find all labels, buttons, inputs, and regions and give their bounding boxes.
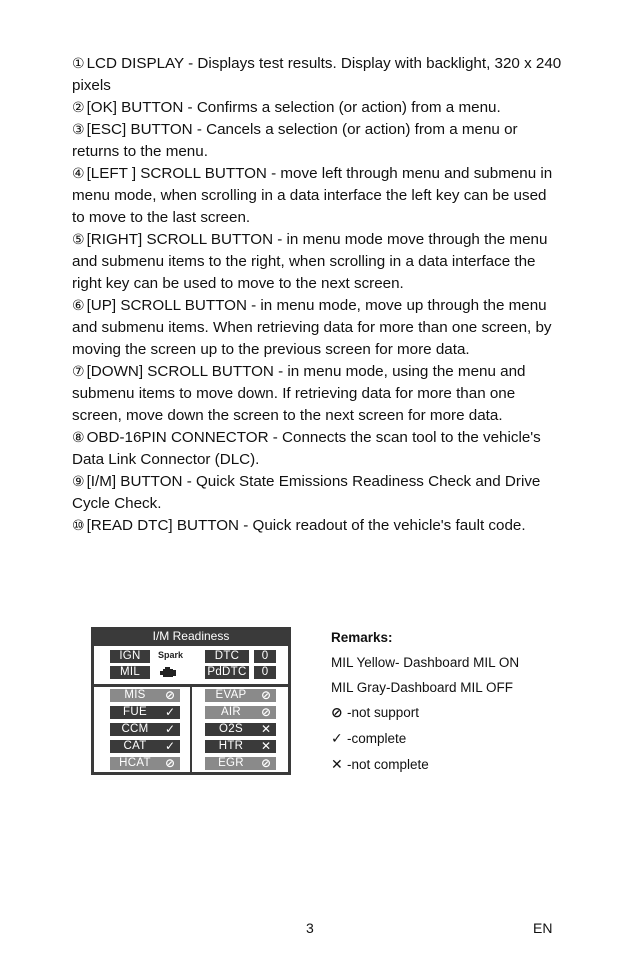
not-support-icon: ⊘: [260, 705, 272, 719]
monitor-label: HCAT: [119, 757, 151, 769]
item-text: [DOWN] SCROLL BUTTON - in menu mode, using the menu and submenu items to move down. If retrieving data for more than one screen, move down the screen to the next screen for more data.: [72, 363, 526, 424]
button-descriptions: [72, 53, 562, 537]
item-number: ③: [72, 122, 85, 138]
monitor-label: MIS: [124, 689, 146, 701]
divider: [190, 687, 192, 772]
not-complete-icon: ✕: [260, 722, 272, 736]
item-text: LCD DISPLAY - Displays test results. Display with backlight, 320 x 240 pixels: [72, 55, 562, 94]
item-im-button: [72, 471, 562, 515]
complete-icon: ✓: [164, 722, 176, 736]
item-number: ⑧: [72, 430, 85, 446]
legend-text: -not support: [347, 705, 420, 720]
item-number: ⑤: [72, 232, 85, 248]
item-up-button: [72, 295, 562, 361]
item-esc-button: [72, 119, 562, 163]
item-text: [LEFT ] SCROLL BUTTON - move left through menu and submenu in menu mode, when scrolling in a data interface the left key can be used to move to the last screen.: [72, 165, 553, 226]
monitor-label: O2S: [219, 723, 243, 735]
item-text: [UP] SCROLL BUTTON - in menu mode, move up through the menu and submenu items. When retrieving data for more than one screen, by moving the screen up to the previous screen for more data.: [72, 297, 552, 358]
not-support-icon: ⊘: [260, 688, 272, 702]
monitor-label: CAT: [123, 740, 147, 752]
page-number: 3: [306, 920, 314, 936]
mil-gray-note: MIL Gray-Dashboard MIL OFF: [331, 680, 514, 695]
remarks: [331, 625, 591, 778]
item-down-button: [72, 361, 562, 427]
not-support-icon: ⊘: [164, 688, 176, 702]
mil-label: MIL: [110, 666, 150, 679]
pddtc-value: 0: [254, 666, 276, 679]
item-obd-connector: [72, 427, 562, 471]
check-icon: ✓: [331, 731, 343, 747]
cross-icon: ✕: [331, 757, 343, 773]
monitor-label: HTR: [218, 740, 244, 752]
item-lcd-display: [72, 53, 562, 97]
complete-icon: ✓: [164, 739, 176, 753]
legend-text: -complete: [347, 731, 407, 746]
engine-icon: [159, 667, 177, 678]
monitor-label: FUE: [123, 706, 147, 718]
mil-yellow-note: MIL Yellow- Dashboard MIL ON: [331, 655, 520, 670]
im-readiness-screen: [91, 627, 291, 775]
item-text: [I/M] BUTTON - Quick State Emissions Readiness Check and Drive Cycle Check.: [72, 473, 541, 512]
item-number: ④: [72, 166, 85, 182]
item-number: ⑩: [72, 518, 85, 534]
item-text: OBD-16PIN CONNECTOR - Connects the scan tool to the vehicle's Data Link Connector (DLC).: [72, 429, 541, 468]
not-support-icon: ⊘: [164, 756, 176, 770]
dtc-value: 0: [254, 650, 276, 663]
not-complete-icon: ✕: [260, 739, 272, 753]
item-text: [OK] BUTTON - Confirms a selection (or action) from a menu.: [86, 99, 501, 116]
lcd-content: [94, 646, 288, 772]
pddtc-label: PdDTC: [205, 666, 249, 679]
remarks-title: Remarks:: [331, 630, 393, 645]
language-label: EN: [533, 920, 553, 936]
monitor-label: EVAP: [215, 689, 247, 701]
item-number: ①: [72, 56, 85, 72]
item-text: [ESC] BUTTON - Cancels a selection (or action) from a menu or returns to the menu.: [72, 121, 518, 160]
spark-label: Spark: [158, 650, 184, 660]
not-support-icon: ⊘: [331, 705, 343, 721]
legend-not-complete: [331, 752, 591, 778]
item-number: ⑥: [72, 298, 85, 314]
item-number: ⑦: [72, 364, 85, 380]
legend-complete: [331, 726, 591, 752]
legend-not-support: [331, 700, 591, 726]
item-number: ②: [72, 100, 85, 116]
item-text: [READ DTC] BUTTON - Quick readout of the vehicle's fault code.: [86, 517, 526, 534]
monitor-label: AIR: [220, 706, 242, 718]
monitor-label: CCM: [121, 723, 149, 735]
item-number: ⑨: [72, 474, 85, 490]
item-ok-button: [72, 97, 562, 119]
dtc-label: DTC: [205, 650, 249, 663]
item-left-button: [72, 163, 562, 229]
monitor-label: EGR: [218, 757, 244, 769]
item-right-button: [72, 229, 562, 295]
item-read-dtc-button: [72, 515, 562, 537]
complete-icon: ✓: [164, 705, 176, 719]
ign-label: IGN: [110, 650, 150, 663]
not-support-icon: ⊘: [260, 756, 272, 770]
item-text: [RIGHT] SCROLL BUTTON - in menu mode move through the menu and submenu items to the right, when scrolling in a data interface the right key can be used to move to the next screen.: [72, 231, 548, 292]
legend-text: -not complete: [347, 757, 429, 772]
lcd-title: I/M Readiness: [152, 629, 230, 643]
